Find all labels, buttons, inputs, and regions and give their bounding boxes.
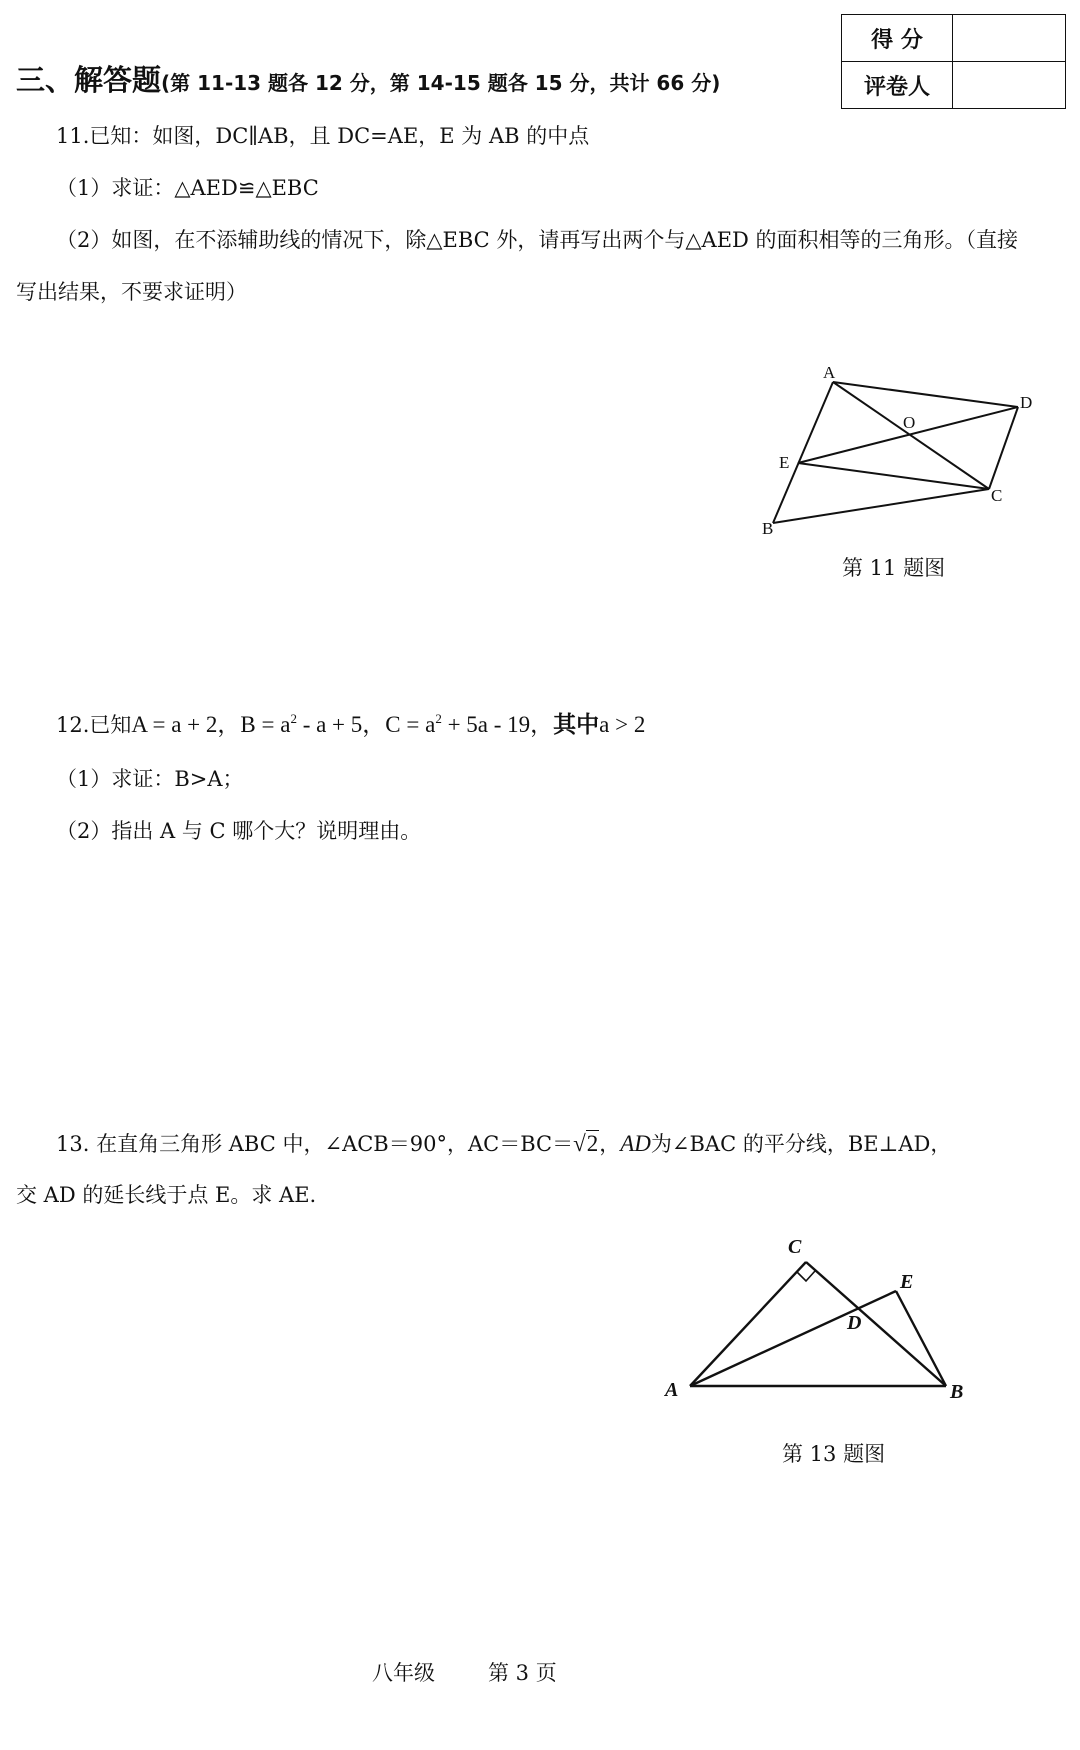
q13-line1-a: 13. 在直角三角形 ABC 中，∠ACB＝90°，AC＝BC＝	[56, 1132, 574, 1156]
segment-DC	[989, 407, 1018, 489]
segment-AD	[833, 382, 1018, 407]
q11-label-D: D	[1020, 393, 1033, 412]
q11-figure-lines	[773, 382, 1018, 523]
q11-figure	[760, 360, 1060, 550]
sqrt-sign: √	[573, 1131, 586, 1156]
footer-grade: 八年级	[372, 1661, 435, 1685]
grader-label: 评卷人	[842, 62, 953, 109]
q13-line1	[56, 1128, 951, 1160]
q11-label-A: A	[823, 363, 836, 382]
q12-expr-C-part1: C = a	[385, 712, 436, 737]
q12-condition: a > 2	[599, 712, 646, 737]
q13-figure	[650, 1230, 980, 1410]
score-table	[841, 14, 1066, 109]
q11-label-O: O	[903, 413, 916, 432]
q12-expr-B-part1: B = a	[240, 712, 291, 737]
q13-label-B: B	[950, 1381, 964, 1403]
q12-where: 其中	[553, 712, 600, 738]
q12-part1: （1）求证：B>A；	[56, 767, 244, 791]
q12-expr-A: A = a + 2，	[131, 712, 241, 737]
q12-part2: （2）指出 A 与 C 哪个大？说明理由。	[56, 819, 422, 843]
q13-label-E: E	[900, 1271, 914, 1293]
q13-line1-ad: AD	[620, 1131, 651, 1156]
section-title: 三、解答题	[16, 63, 162, 97]
q13-label-C: C	[788, 1236, 802, 1258]
segment-AC	[833, 382, 989, 489]
section-heading	[16, 58, 720, 99]
segment-EC	[798, 463, 989, 489]
q13-line1-b: ，	[599, 1132, 621, 1156]
footer-page: 第 3 页	[488, 1661, 557, 1685]
segment-EB	[896, 1291, 946, 1386]
score-label: 得 分	[842, 15, 953, 62]
q11-part2-line2: 写出结果，不要求证明）	[16, 280, 247, 304]
q12-expr-C-sup: 2	[435, 711, 442, 726]
q13-line2: 交 AD 的延长线于点 E。求 AE.	[16, 1183, 317, 1207]
segment-BC	[773, 489, 989, 523]
q13-label-D: D	[847, 1312, 862, 1334]
q11-label-C: C	[991, 486, 1003, 505]
q11-figure-caption: 第 11 题图	[842, 556, 946, 580]
q12-expr-C-part2: + 5a - 19，	[441, 712, 554, 737]
q11-part1: （1）求证：△AED≌△EBC	[56, 176, 319, 200]
q12-expr-B-part2: - a + 5，	[296, 712, 386, 737]
q11-stem: 11.已知：如图，DC∥AB，且 DC=AE，E 为 AB 的中点	[56, 124, 590, 148]
segment-AE	[690, 1291, 896, 1386]
score-value-cell[interactable]	[953, 15, 1066, 62]
q11-label-B: B	[762, 519, 774, 538]
q13-label-A: A	[665, 1379, 679, 1401]
grader-value-cell[interactable]	[953, 62, 1066, 109]
q12-stem	[56, 702, 645, 742]
q13-sqrt-radicand: 2	[586, 1131, 599, 1156]
q12-expr-B-sup: 2	[290, 711, 297, 726]
segment-AC	[690, 1262, 806, 1386]
right-angle-mark	[797, 1271, 815, 1281]
q13-figure-caption: 第 13 题图	[782, 1442, 886, 1466]
section-note: (第 11-13 题各 12 分，第 14-15 题各 15 分，共计 66 分)	[161, 71, 721, 95]
q12-prefix: 12.已知	[56, 713, 132, 737]
q11-label-E: E	[779, 453, 790, 472]
q13-line1-c: 为∠BAC 的平分线，BE⊥AD，	[650, 1132, 952, 1156]
q11-part2-line1: （2）如图，在不添辅助线的情况下，除△EBC 外，请再写出两个与△AED 的面积相等的三角形。（直接	[56, 228, 1019, 252]
